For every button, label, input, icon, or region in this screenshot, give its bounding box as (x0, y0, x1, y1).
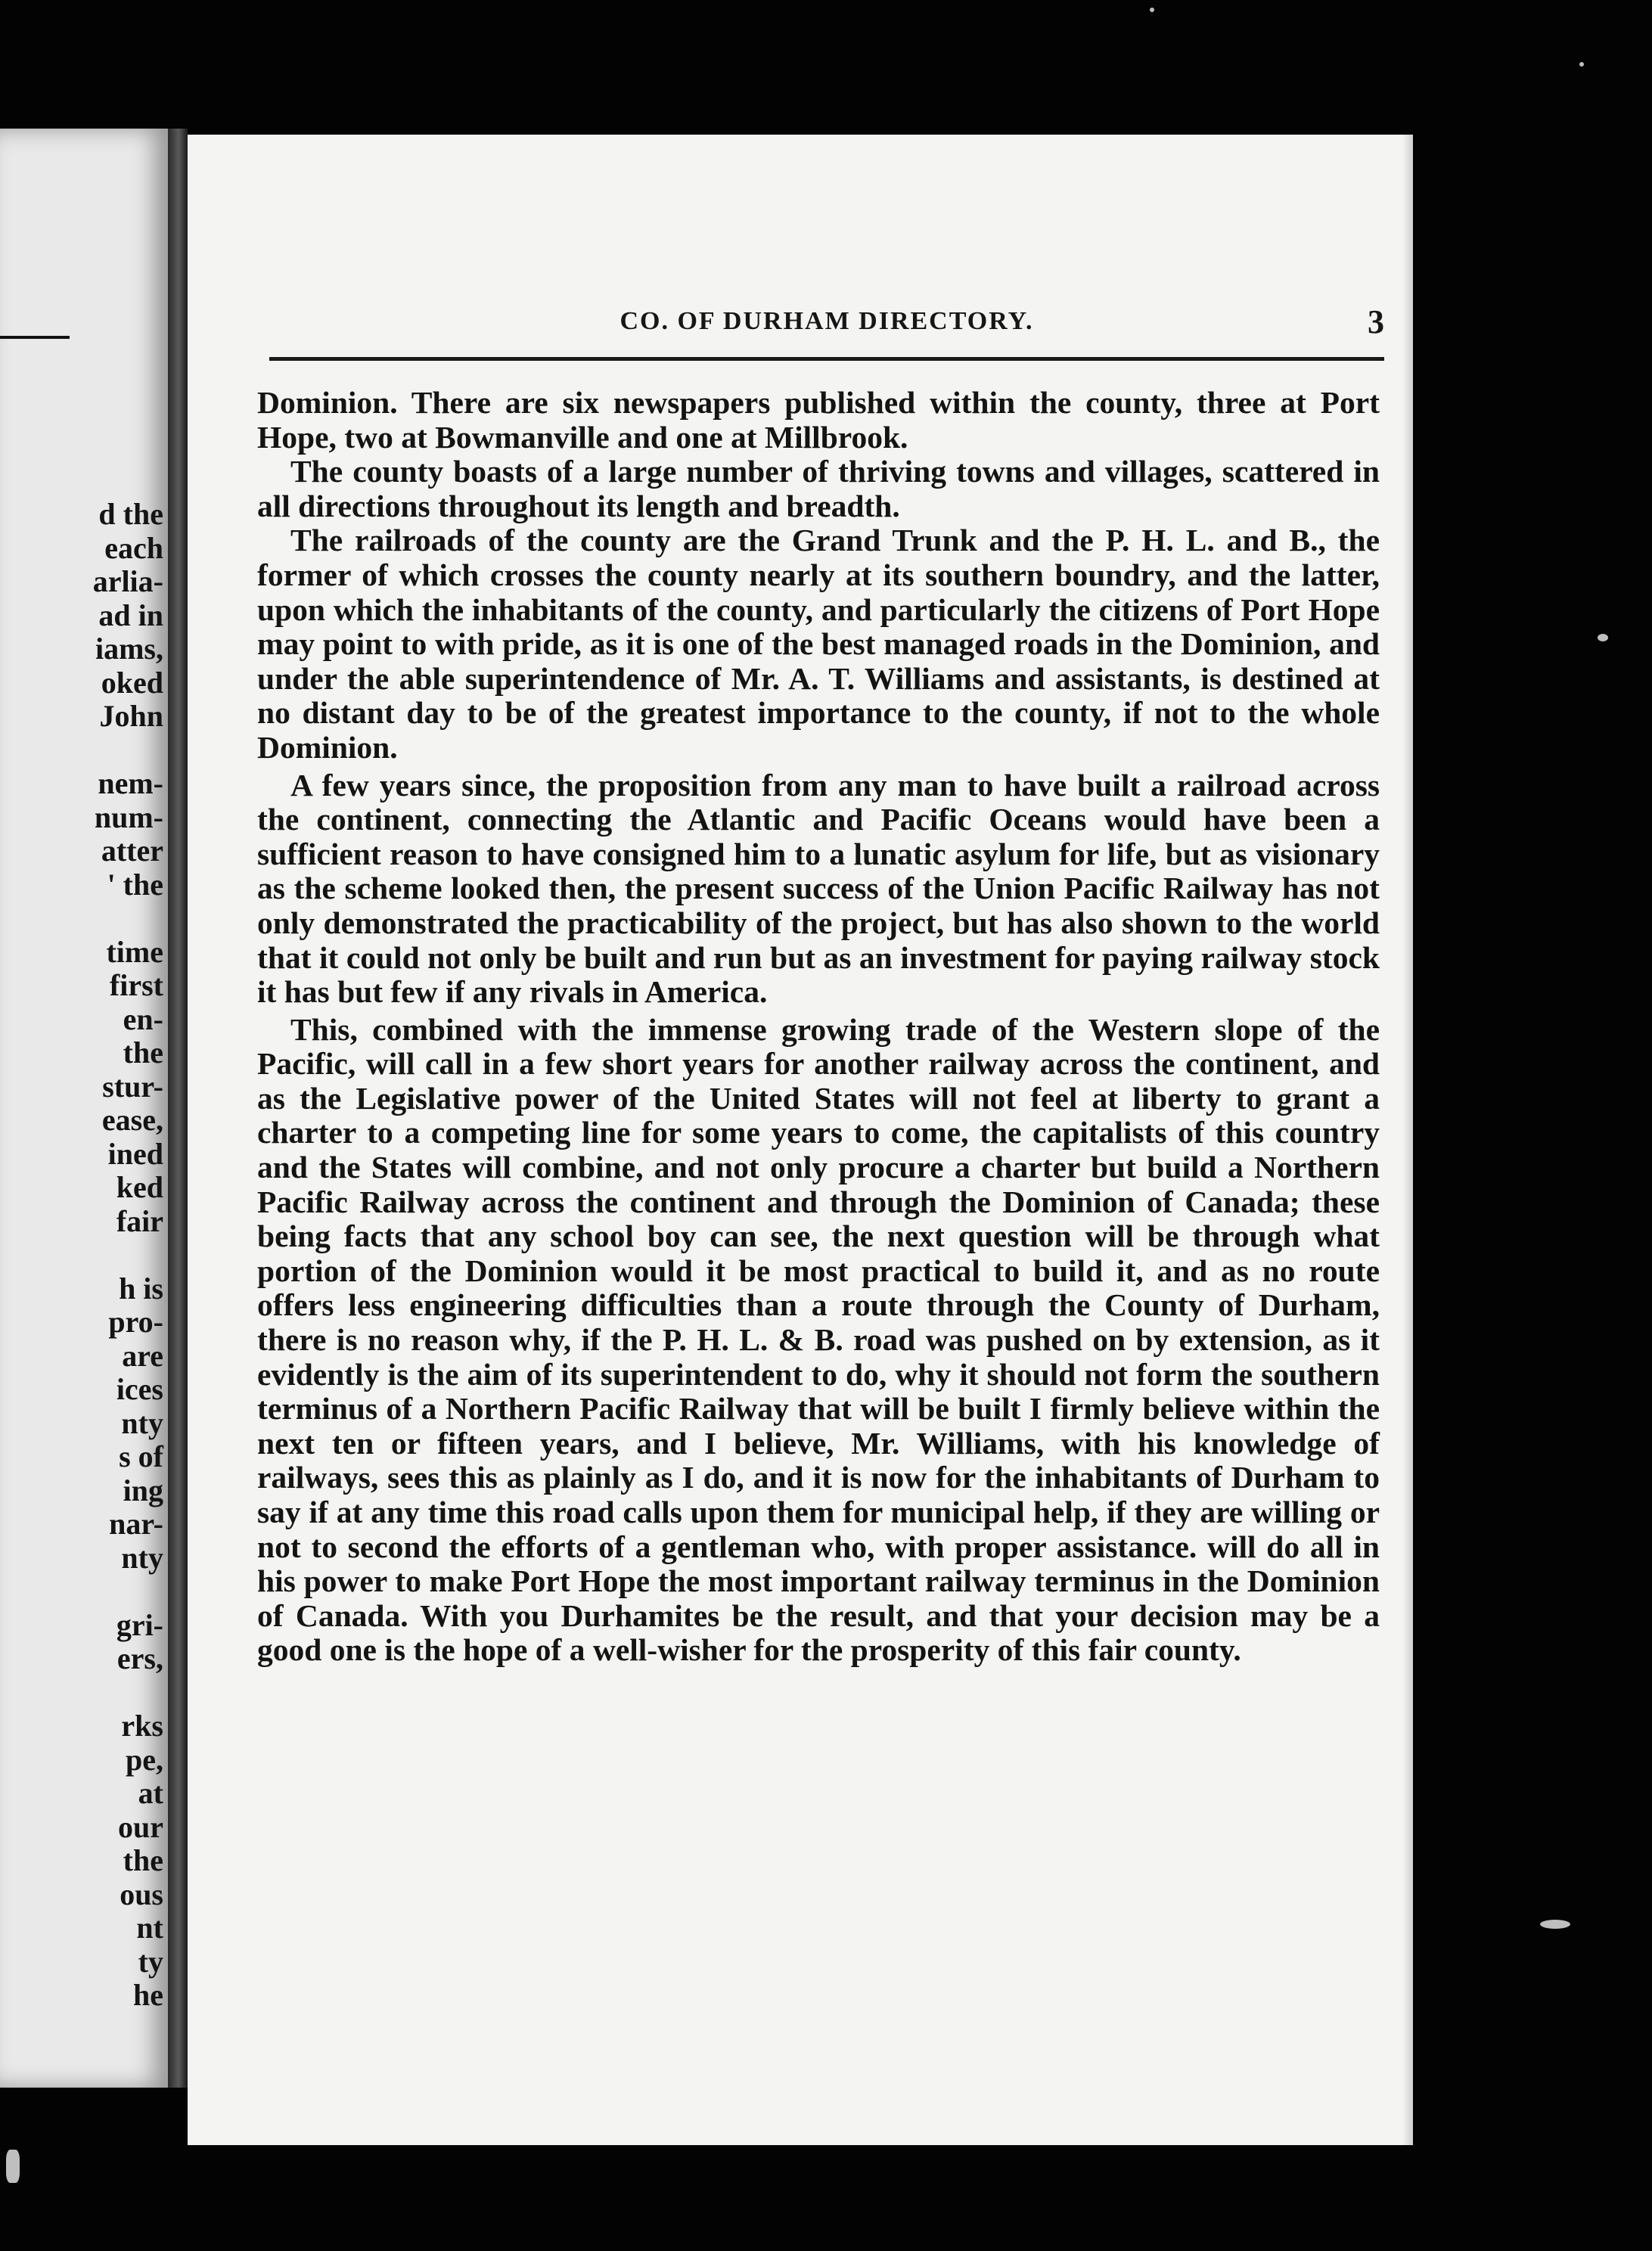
previous-page-line: ked (116, 1170, 163, 1204)
book-spine (168, 129, 188, 2088)
previous-page-line: nt (136, 1911, 163, 1945)
paragraph: Dominion. There are six newspapers published within the county, three at Port Hope, two at Bowmanville and one at Millbrook. (257, 385, 1380, 455)
previous-page-line: each (104, 530, 163, 565)
previous-page-line: atter (101, 834, 163, 868)
page-body (257, 386, 1380, 1668)
previous-page-line: pe, (126, 1742, 163, 1777)
previous-page-line (93, 1575, 163, 1609)
previous-page-line (93, 902, 163, 936)
previous-page-line: arlia- (92, 564, 163, 598)
previous-page-line: oked (101, 665, 163, 700)
scan-speck (1598, 634, 1608, 641)
previous-page-line: d the (98, 497, 163, 531)
previous-page-line (93, 734, 163, 768)
previous-page-line: time (106, 934, 163, 969)
paragraph: A few years since, the proposition from any man to have built a railroad across the continent, connecting the Atlantic and Pacific Oceans would have been a sufficient reason to have consigned him to a lunatic asylum for life, but as visionary as the scheme looked then, the present success of the Union Pacific Railway has not only demonstrated the practicability of the project, but has also shown to the world that it could not only be built and run but as an investment for paying railway stock it has but few if any rivals in America. (257, 767, 1380, 1010)
previous-page-line (93, 1238, 163, 1272)
previous-page-line: pro- (108, 1305, 163, 1339)
running-head: CO. OF DURHAM DIRECTORY. (620, 307, 1034, 335)
previous-page-line: ' the (107, 867, 163, 902)
previous-page-line: ous (120, 1877, 163, 1911)
previous-page-line: fair (116, 1203, 163, 1238)
previous-page-line: rks (121, 1709, 163, 1743)
header-rule (269, 357, 1384, 361)
previous-page-line: num- (94, 799, 163, 834)
previous-page-line: en- (123, 1001, 163, 1036)
previous-page-line: ers, (116, 1641, 163, 1675)
previous-page-line: ease, (101, 1103, 163, 1137)
previous-page-line: he (133, 1978, 163, 2012)
book-page (188, 135, 1413, 2145)
scan-speck (1579, 62, 1584, 67)
previous-page-line: nem- (98, 766, 163, 800)
previous-page-line: nar- (109, 1507, 163, 1541)
paragraph: This, combined with the immense growing trade of the Western slope of the Pacific, will call in a few short years for another railway across the continent, and as the Legislative power of the United States will not feel at liberty to grant a charter to a competing line for some years to come, the capitalists of this country and the States will combine, and not only procure a charter but build a Northern Pacific Railway across the continent and through the Dominion of Canada; these being facts that any school boy can see, the next question will be through what portion of the Dominion would it be most practical to build it, and as no route offers less engineering difficulties than a route through the County of Durham, there is no reason why, if the P. H. L. & B. road was pushed on by extension, as it evidently is the aim of its superintendent to do, why it should not form the southern terminus of a Northern Pacific Railway that will be built I firmly believe within the next ten or fifteen years, and I believe, Mr. Williams, with his knowledge of railways, sees this as plainly as I do, and it is now for the inhabitants of Durham to say if at any time this road calls upon them for municipal help, if they are willing or not to second the efforts of a gentleman who, with proper assistance. will do all in his power to make Port Hope the most important railway terminus in the Dominion of Canada. With you Durhamites be the result, and that your decision may be a good one is the hope of a well-wisher for the prosperity of this fair county. (257, 1011, 1380, 1668)
scan-speck (1540, 1920, 1570, 1929)
previous-page-line: first (109, 968, 163, 1002)
paragraph: The railroads of the county are the Grand Trunk and the P. H. L. and B., the former of which crosses the county nearly at its southern boundry, and the latter, upon which the inhabitants of the county, and particularly the citizens of Port Hope may point to with pride, as it is one of the best managed roads in the Dominion, and under the able superintendence of Mr. A. T. Williams and assistants, is destined at no distant day to be of the greatest importance to the county, if not to the whole Dominion. (257, 523, 1380, 765)
previous-page-line: s of (119, 1439, 163, 1473)
previous-page-line: iams, (95, 632, 163, 666)
previous-page-line: ices (116, 1372, 163, 1406)
previous-page-line: ing (123, 1473, 163, 1507)
previous-page-line: gri- (116, 1607, 163, 1642)
paragraph: The county boasts of a large number of thriving towns and villages, scattered in all directions throughout its length and breadth. (257, 454, 1380, 523)
previous-page-line: stur- (102, 1069, 163, 1104)
scan-speck (1150, 8, 1154, 12)
previous-page-line: ty (138, 1944, 163, 1979)
page-number: 3 (1368, 303, 1384, 340)
previous-page-header-rule (0, 336, 70, 339)
previous-page-line: John (99, 699, 163, 733)
previous-page-line (93, 1676, 163, 1710)
previous-page-line: our (118, 1809, 163, 1844)
previous-page-line: ad in (98, 598, 163, 632)
page-header (269, 303, 1384, 349)
previous-page-line: nty (121, 1405, 163, 1440)
previous-page-fragment (0, 129, 168, 2088)
previous-page-text (93, 498, 163, 2013)
previous-page-line: ined (107, 1136, 163, 1171)
previous-page-line: at (138, 1776, 163, 1810)
previous-page-line: nty (121, 1540, 163, 1575)
scan-speck (6, 2150, 20, 2183)
previous-page-line: h is (119, 1271, 163, 1306)
previous-page-line: the (123, 1843, 163, 1877)
previous-page-line: the (123, 1035, 163, 1070)
previous-page-line: are (122, 1338, 163, 1373)
